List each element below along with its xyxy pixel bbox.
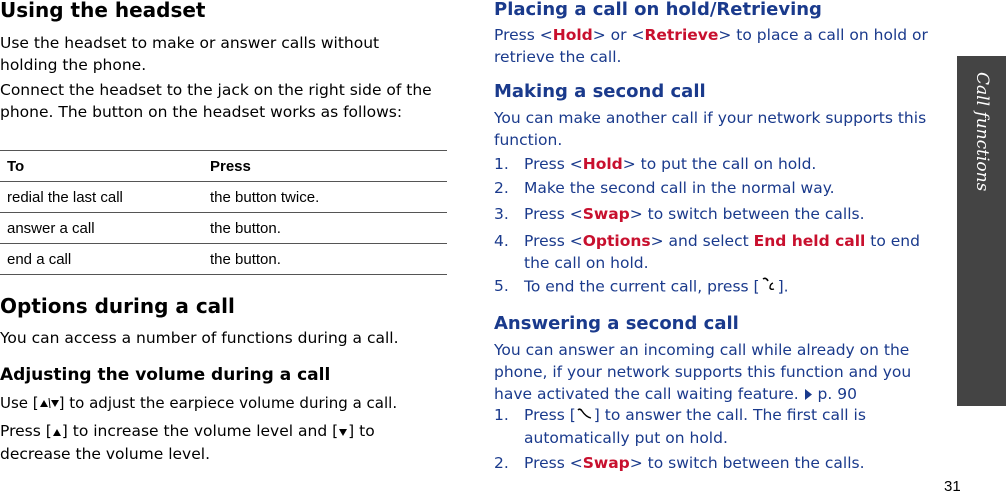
- text: Press [: [0, 422, 52, 440]
- options-title: Options during a call: [0, 294, 235, 318]
- answer-paragraph: [494, 339, 944, 406]
- end-held-call-option: End held call: [753, 232, 866, 250]
- table-row: [0, 182, 447, 213]
- text: Press [: [524, 406, 576, 424]
- step-number: 1.: [494, 155, 509, 173]
- step-number: 4.: [494, 232, 509, 250]
- arrow-right-icon: [804, 384, 813, 406]
- second-call-paragraph: You can make another call if your network supports this function.: [494, 109, 927, 149]
- text: Press <: [524, 155, 583, 173]
- volume-paragraph-1: [0, 392, 450, 415]
- table-cell: end a call: [0, 244, 203, 275]
- text: ] to increase the volume level and [: [61, 422, 339, 440]
- volume-paragraph-2: [0, 420, 420, 465]
- list-item: [494, 275, 944, 297]
- text: ].: [777, 277, 789, 296]
- headset-paragraph-1: Use the headset to make or answer calls without holding the phone.: [0, 34, 380, 74]
- list-item: [494, 230, 944, 274]
- hold-key: Hold: [552, 26, 593, 44]
- hold-title: Placing a call on hold/Retrieving: [494, 0, 822, 20]
- text: Make the second call in the normal way.: [524, 179, 835, 197]
- text: Press <: [524, 454, 583, 472]
- list-item: [494, 153, 944, 175]
- options-key: Options: [582, 232, 651, 250]
- table-row: [0, 213, 447, 244]
- step-number: 5.: [494, 277, 509, 295]
- end-call-icon: [760, 275, 778, 299]
- headset-title: Using the headset: [0, 0, 206, 22]
- col-to: To: [0, 151, 203, 182]
- step-number: 3.: [494, 205, 509, 223]
- col-press: Press: [203, 151, 447, 182]
- hold-paragraph: [494, 24, 939, 68]
- retrieve-key: Retrieve: [644, 26, 719, 44]
- text: Press <: [494, 26, 553, 44]
- text: Press <: [524, 232, 583, 250]
- text: > to place a call on hold or retrieve the call.: [494, 26, 928, 66]
- page-reference: p. 90: [817, 385, 857, 403]
- text: > to put the call on hold.: [622, 155, 817, 173]
- table-cell: answer a call: [0, 213, 203, 244]
- swap-key: Swap: [582, 205, 630, 223]
- down-key-icon: [338, 421, 348, 443]
- list-item: [494, 404, 944, 448]
- text: You can answer an incoming call while already on the phone, if your network supports this function and you have activated the call waiting feature.: [494, 341, 912, 403]
- text: ] to decrease the volume level.: [0, 422, 375, 463]
- options-paragraph: You can access a number of functions during a call.: [0, 329, 399, 347]
- second-call-steps: [494, 153, 944, 303]
- text: > to switch between the calls.: [629, 454, 865, 472]
- second-call-title: Making a second call: [494, 81, 706, 102]
- step-number: 1.: [494, 406, 509, 424]
- list-item: [494, 177, 944, 199]
- table-row: [0, 244, 447, 275]
- text: > to switch between the calls.: [629, 205, 865, 223]
- answer-title: Answering a second call: [494, 313, 739, 334]
- step-number: 2.: [494, 179, 509, 197]
- up-down-key-icon: [39, 393, 59, 415]
- text: > and select: [650, 232, 754, 250]
- swap-key: Swap: [582, 454, 630, 472]
- table-cell: the button.: [203, 213, 447, 244]
- step-number: 2.: [494, 454, 509, 472]
- table-cell: the button.: [203, 244, 447, 275]
- text: ] to answer the call. The first call is automatically put on hold.: [524, 406, 866, 447]
- text: Press <: [524, 205, 583, 223]
- list-item: [494, 452, 944, 474]
- table-cell: the button twice.: [203, 182, 447, 213]
- chapter-side-tab: [957, 56, 1006, 406]
- send-call-icon: [576, 405, 594, 427]
- hold-key: Hold: [582, 155, 623, 173]
- answer-steps: [494, 404, 944, 474]
- table-cell: redial the last call: [0, 182, 203, 213]
- list-item: [494, 203, 944, 225]
- text: Use [: [0, 394, 39, 412]
- text: to end the call on hold.: [524, 232, 920, 272]
- text: ] to adjust the earpiece volume during a call.: [58, 394, 398, 412]
- up-key-icon: [52, 421, 62, 443]
- text: > or <: [592, 26, 645, 44]
- chapter-label: Call functions: [972, 72, 992, 192]
- text: To end the current call, press [: [524, 277, 760, 296]
- volume-title: Adjusting the volume during a call: [0, 365, 331, 385]
- headset-table: [0, 150, 447, 275]
- page-number: 31: [944, 478, 961, 495]
- headset-paragraph-2: Connect the headset to the jack on the right side of the phone. The button on the headset works as follows:: [0, 81, 432, 121]
